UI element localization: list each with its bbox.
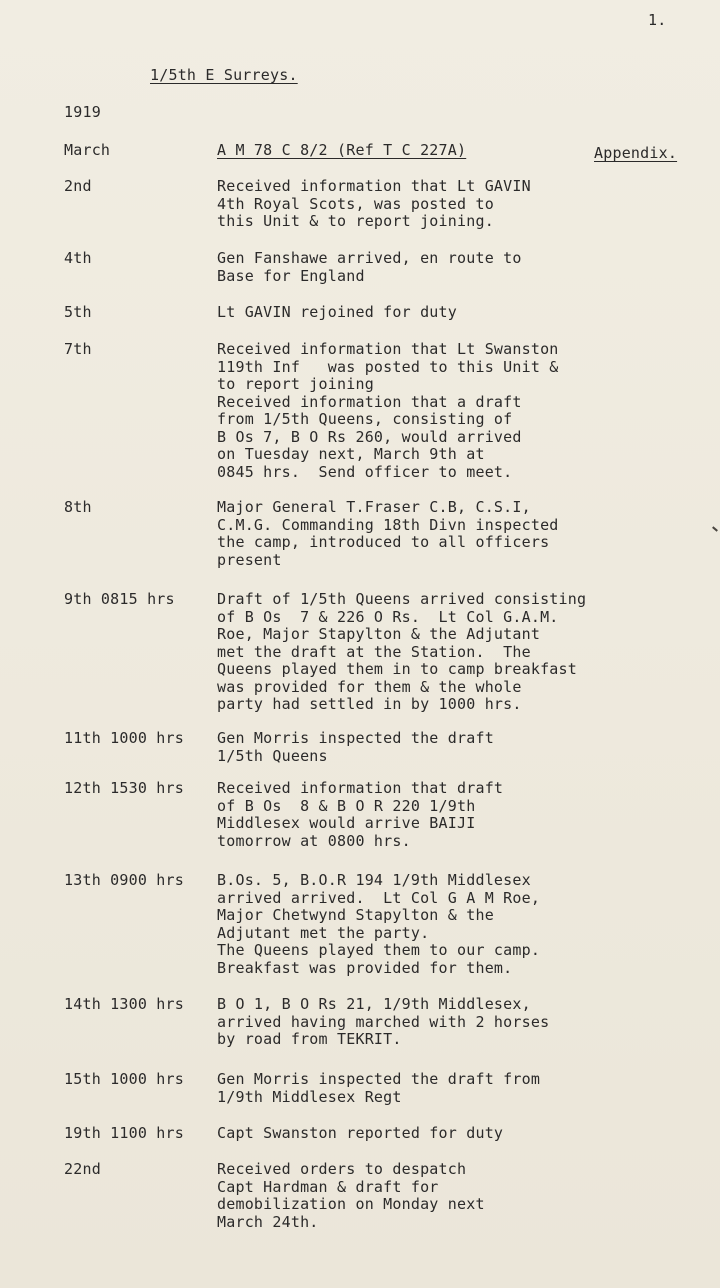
- entry-line: Gen Morris inspected the draft: [217, 729, 494, 747]
- entry-line: Received information that Lt Swanston: [217, 340, 559, 358]
- entry-line: met the draft at the Station. The: [217, 642, 531, 661]
- entry-line: Major Chetwynd Stapylton & the: [217, 906, 494, 924]
- entry-line: C.M.G. Commanding 18th Divn inspected: [217, 515, 559, 534]
- entry-line: Received information that a draft: [217, 392, 522, 411]
- entry-line: Roe, Major Stapylton & the Adjutant: [217, 625, 541, 643]
- entry-line: Draft of 1/5th Queens arrived consisting: [217, 590, 587, 608]
- entry-text: [217, 780, 503, 850]
- entry-line: the camp, introduced to all officers: [217, 533, 550, 551]
- entry-line: 119th Inf was posted to this Unit &: [217, 357, 559, 376]
- entry-date: 15th 1000 hrs: [64, 1070, 184, 1088]
- month-label: March: [64, 141, 111, 159]
- appendix-heading: Appendix.: [594, 144, 678, 162]
- entry-line: arrived having marched with 2 horses: [217, 1012, 550, 1031]
- entry-line: from 1/5th Queens, consisting of: [217, 410, 513, 428]
- entry-line: B O 1, B O Rs 21, 1/9th Middlesex,: [217, 995, 531, 1013]
- entry-date: 14th 1300 hrs: [64, 995, 184, 1013]
- entry-line: Middlesex would arrive BAIJI: [217, 814, 476, 832]
- entry-line: B Os 7, B O Rs 260, would arrived: [217, 427, 522, 446]
- entry-line: Lt GAVIN rejoined for duty: [217, 303, 457, 321]
- entry-line: was provided for them & the whole: [217, 677, 522, 696]
- entry-text: [217, 178, 531, 231]
- entry-line: Breakfast was provided for them.: [217, 958, 513, 977]
- entry-date: 12th 1530 hrs: [64, 779, 184, 797]
- entry-text: [217, 730, 494, 765]
- entry-line: March 24th.: [217, 1212, 319, 1231]
- entry-date: 11th 1000 hrs: [64, 729, 184, 747]
- entry-date: 8th: [64, 498, 92, 516]
- entry-line: tomorrow at 0800 hrs.: [217, 831, 411, 850]
- entry-text: [217, 250, 522, 285]
- margin-mark: [712, 526, 718, 531]
- entry-text: [217, 996, 549, 1049]
- entry-line: on Tuesday next, March 9th at: [217, 445, 485, 463]
- entry-line: Capt Swanston reported for duty: [217, 1124, 504, 1142]
- entry-date: 5th: [64, 303, 92, 321]
- entry-line: this Unit & to report joining.: [217, 212, 494, 230]
- entry-line: of B Os 7 & 226 O Rs. Lt Col G.A.M.: [217, 607, 559, 626]
- entry-line: Base for England: [217, 266, 365, 285]
- entry-line: Received information that draft: [217, 779, 504, 797]
- entry-date: 13th 0900 hrs: [64, 871, 184, 889]
- entry-line: to report joining: [217, 375, 374, 393]
- entry-date: 4th: [64, 249, 92, 267]
- year-label: 1919: [64, 103, 101, 121]
- entry-line: B.Os. 5, B.O.R 194 1/9th Middlesex: [217, 871, 531, 889]
- entry-line: Gen Fanshawe arrived, en route to: [217, 249, 522, 267]
- entry-line: Gen Morris inspected the draft from: [217, 1070, 541, 1088]
- page-number: 1.: [648, 11, 667, 29]
- entry-line: Received information that Lt GAVIN: [217, 177, 531, 195]
- entry-line: 0845 hrs. Send officer to meet.: [217, 462, 513, 481]
- entry-line: Queens played them in to camp breakfast: [217, 660, 577, 678]
- entry-text: [217, 341, 559, 481]
- entry-line: of B Os 8 & B O R 220 1/9th: [217, 796, 476, 815]
- entry-text: [217, 1161, 485, 1231]
- entry-line: demobilization on Monday next: [217, 1195, 485, 1213]
- entry-text: [217, 1071, 540, 1106]
- entry-text: [217, 872, 540, 977]
- entry-date: 2nd: [64, 177, 92, 195]
- entry-text: [217, 304, 457, 322]
- entry-line: Received orders to despatch: [217, 1160, 467, 1178]
- entry-line: Adjutant met the party.: [217, 923, 430, 942]
- entry-line: 1/9th Middlesex Regt: [217, 1087, 402, 1106]
- entry-line: by road from TEKRIT.: [217, 1030, 402, 1048]
- reference-code: A M 78 C 8/2 (Ref T C 227A): [217, 141, 467, 159]
- entry-line: Capt Hardman & draft for: [217, 1177, 439, 1196]
- entry-line: present: [217, 550, 282, 569]
- entry-text: [217, 499, 559, 569]
- entry-date: 19th 1100 hrs: [64, 1124, 184, 1142]
- entry-text: [217, 1125, 503, 1143]
- unit-title: 1/5th E Surreys.: [150, 66, 298, 84]
- entry-line: 1/5th Queens: [217, 746, 328, 765]
- entry-date: 7th: [64, 340, 92, 358]
- entry-line: 4th Royal Scots, was posted to: [217, 194, 494, 213]
- entry-line: The Queens played them to our camp.: [217, 941, 541, 959]
- entry-date: 9th 0815 hrs: [64, 590, 175, 608]
- entry-line: arrived arrived. Lt Col G A M Roe,: [217, 888, 541, 907]
- entry-text: [217, 591, 586, 714]
- entry-date: 22nd: [64, 1160, 101, 1178]
- entry-line: Major General T.Fraser C.B, C.S.I,: [217, 498, 531, 516]
- entry-line: party had settled in by 1000 hrs.: [217, 695, 522, 713]
